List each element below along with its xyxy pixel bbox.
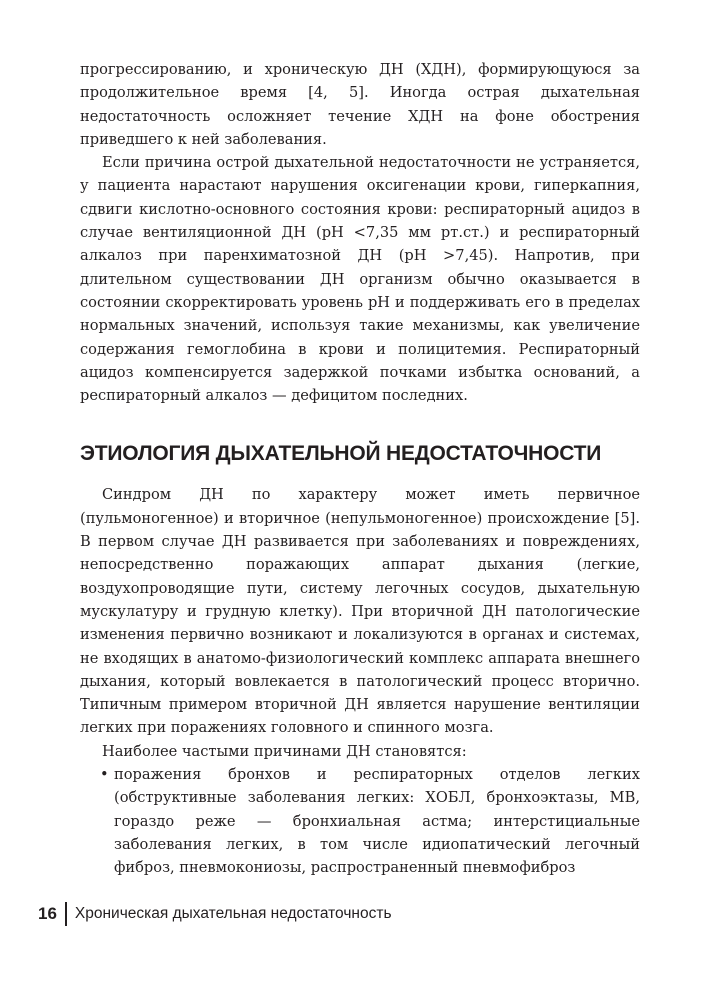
section-paragraph-1: Синдром ДН по характеру может иметь первичное (пульмоногенное) и вторичное (непульмоногенное) происхождение [5]. В первом случае ДН развивается при заболеваниях и повреждениях, непосредственно поражающих аппарат дыхания (легкие, воздухопроводящие пути, систему легочных сосудов, дыхательную мускулатуру и грудную клетку). При вторичной ДН патологические изменения первично возникают и локализуются в органах и системах, не входящих в анатомо-физиологический комплекс аппарата внешнего дыхания, который вовлекается в патологический процесс вторично. Типичным примером вторичной ДН является нарушение вентиляции легких при поражениях головного и спинного мозга. [80, 486, 640, 737]
footer-divider [65, 902, 67, 926]
causes-list [80, 763, 640, 879]
section-paragraph-2: Наиболее частыми причинами ДН становятся: [102, 742, 467, 760]
page-footer [38, 902, 392, 926]
intro-paragraph-2: Если причина острой дыхательной недостаточности не устраняется, у пациента нарастают нарушения оксигенации крови, гиперкапния, сдвиги кислотно-основного состояния крови: респираторный ацидоз в случае вентиляционной ДН (рН <7,35 мм рт.ст.) и респираторный алкалоз при паренхиматозной ДН (рН >7,45). Напротив, при длительном существовании ДН организм обычно оказывается в состоянии скорректировать уровень рН и поддерживать его в пределах нормальных значений, используя такие механизмы, как увеличение содержания гемоглобина в крови и полицитемия. Респираторный ацидоз компенсируется задержкой почками избытка оснований, а респираторный алкалоз — дефицитом последних. [80, 154, 640, 405]
list-item [80, 763, 640, 879]
section-heading: ЭТИОЛОГИЯ ДЫХАТЕЛЬНОЙ НЕДОСТАТОЧНОСТИ [80, 442, 602, 466]
bullet-icon: • [100, 766, 109, 784]
list-item-text: поражения бронхов и респираторных отделов легких (обструктивные заболевания легких: ХОБЛ, бронхоэктазы, МВ, гораздо реже — бронхиальная астма; интерстициальные заболевания легких, в том числе идиопатический легочный фиброз, пневмокониозы, распространенный пневмофиброз [114, 766, 640, 877]
page-number: 16 [38, 904, 57, 923]
page-body [80, 58, 640, 880]
intro-paragraph-1: прогрессированию, и хроническую ДН (ХДН), формирующуюся за продолжительное время [4, 5]. Иногда острая дыхательная недостаточность осложняет течение ХДН на фоне обострения приведшего к ней заболевания. [80, 61, 640, 148]
running-title: Хроническая дыхательная недостаточность [74, 905, 392, 922]
